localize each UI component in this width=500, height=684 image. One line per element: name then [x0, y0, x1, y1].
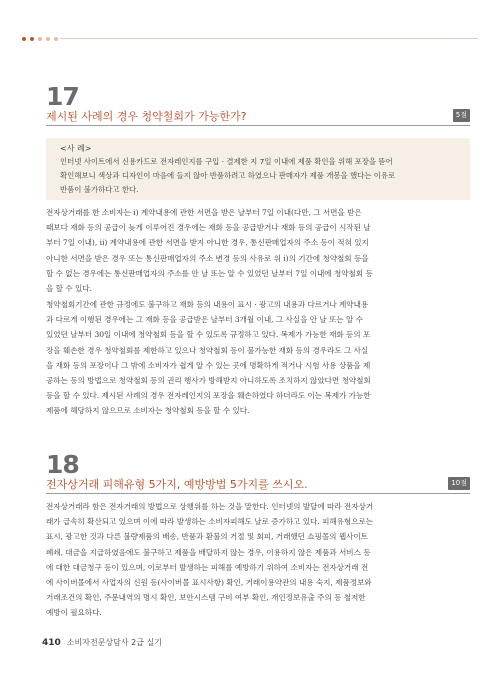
dot-icon — [54, 37, 58, 41]
body-line: 에 사이버몰에서 사업자의 신원 등(사이버몰 표시사항) 확인, 거래이용약관의 내용 숙지, 제품정보와 — [46, 578, 372, 588]
question-title-row — [46, 477, 470, 494]
decorative-dots — [22, 37, 58, 41]
question-18-header — [46, 452, 470, 494]
case-line: 확인해보니 색상과 디자인이 마음에 들지 않아 반품하려고 하였으나 판매자가 제품 개봉을 했다는 이유로 — [60, 171, 396, 180]
dot-icon — [46, 37, 50, 41]
body-line: 을 재화 등의 포장이나 그 밖에 소비자가 쉽게 알 수 있는 곳에 명확하게 적거나 시험 사용 상품을 제 — [46, 360, 371, 370]
body-line: 할 수 없는 경우에는 통신판매업자의 주소를 안 날 또는 알 수 있었던 날부터 7일 이내에 청약철회 등 — [46, 268, 373, 278]
book-title: 소비자전문상담사 2급 실기 — [66, 638, 162, 647]
question-title: 전자상거래 피해유형 5가지, 예방방법 5가지를 쓰시오. — [46, 478, 308, 491]
body-line: 전자상거래를 한 소비자는 ⅰ) 계약내용에 관한 서면을 받은 날부터 7일 이내(다만, 그 서면을 받은 — [46, 208, 362, 217]
dot-icon — [30, 37, 34, 41]
points-badge: 10점 — [448, 477, 470, 490]
case-box — [46, 138, 470, 200]
body-line: 공하는 등의 방법으로 청약철회 등의 권리 행사가 방해받지 아니하도록 조치하지 않았다면 청약철회 — [46, 376, 371, 386]
body-line: 때보다 재화 등의 공급이 늦게 이루어진 경우에는 재화 등을 공급받거나 재화 등의 공급이 시작된 날 — [46, 223, 371, 233]
body-line: 폐쇄, 대금을 지급하였음에도 불구하고 제품을 배달하지 않는 경우, 이용하지 않은 제품과 서비스 등 — [46, 547, 371, 557]
body-line: 있었던 날부터 30일 이내에 청약철회 등을 할 수 있도록 규정하고 있다. 복제가 가능한 재화 등의 포 — [46, 330, 371, 340]
dot-icon — [38, 37, 42, 41]
page-footer — [42, 637, 162, 648]
question-17-header — [46, 84, 470, 126]
body-line: 아니한 서면을 받은 경우 또는 통신판매업자의 주소 변경 등의 사유로 위 ⅰ)의 기간에 청약철회 등을 — [46, 253, 369, 263]
body-line: 거래조건의 확인, 주문내역의 명시 확인, 보안시스템 구비 여부 확인, 개인정보유출 주의 등 철저한 — [46, 593, 366, 603]
body-line: 등을 할 수 있다. 제시된 사례의 경우 전자레인지의 포장을 훼손하였다 하더라도 이는 복제가 가능한 — [46, 391, 371, 401]
body-line: 표시, 광고한 것과 다른 불량제품의 배송, 반품과 환불의 거절 및 회피, 거래했던 쇼핑몰의 웹사이트 — [46, 532, 368, 542]
dot-icon — [22, 37, 26, 41]
points-badge: 5점 — [453, 109, 470, 122]
question-title: 제시된 사례의 경우 청약철회가 가능한가? — [46, 110, 247, 123]
answer-18 — [46, 499, 470, 621]
question-number: 17 — [46, 82, 79, 111]
question-number: 18 — [46, 450, 79, 479]
body-line: 장을 훼손한 경우 청약철회를 제한하고 있으나 청약철회 등이 불가능한 재화 등의 경우라도 그 사실 — [46, 345, 369, 355]
case-label: <사 례> — [60, 144, 92, 153]
body-line: 과 다르게 이행된 경우에는 그 재화 등을 공급받은 날부터 3개월 이내, 그 사실을 안 날 또는 알 수 — [46, 315, 363, 325]
body-line: 제품에 해당하지 않으므로 소비자는 청약철회 등을 할 수 있다. — [46, 406, 250, 416]
case-line: 반품이 불가하다고 한다. — [60, 185, 139, 194]
body-line: 을 할 수 있다. — [46, 284, 92, 294]
body-line: 청약철회기간에 관한 규정에도 불구하고 재화 등의 내용이 표시 · 광고의 내용과 다르거나 계약내용 — [46, 300, 369, 309]
body-line: 예방이 필요하다. — [46, 608, 102, 618]
question-title-row — [46, 109, 470, 126]
body-line: 전자상거래라 함은 전자거래의 방법으로 상행위를 하는 것을 말한다. 인터넷의 발달에 따라 전자상거 — [46, 502, 374, 511]
page-number: 410 — [42, 638, 61, 648]
body-line: 래가 급속히 확산되고 있으며 이에 따라 발생하는 소비자피해도 날로 증가하고 있다. 피해유형으로는 — [46, 517, 374, 527]
case-line: 인터넷 사이트에서 신용카드로 전자레인지를 구입 · 결제한 지 7일 이내에 제품 확인을 위해 포장을 뜯어 — [60, 157, 393, 166]
answer-17-paragraph-2 — [46, 297, 470, 419]
body-line: 부터 7일 이내), ⅱ) 계약내용에 관한 서면을 받지 아니한 경우, 통신판매업자의 주소 등이 적혀 있지 — [46, 238, 369, 248]
top-divider — [60, 38, 478, 39]
answer-17-paragraph-1 — [46, 205, 470, 296]
body-line: 에 대한 대금청구 등이 있으며, 이로부터 발생하는 피해를 예방하기 위하여 소비자는 전자상거래 전 — [46, 562, 369, 572]
